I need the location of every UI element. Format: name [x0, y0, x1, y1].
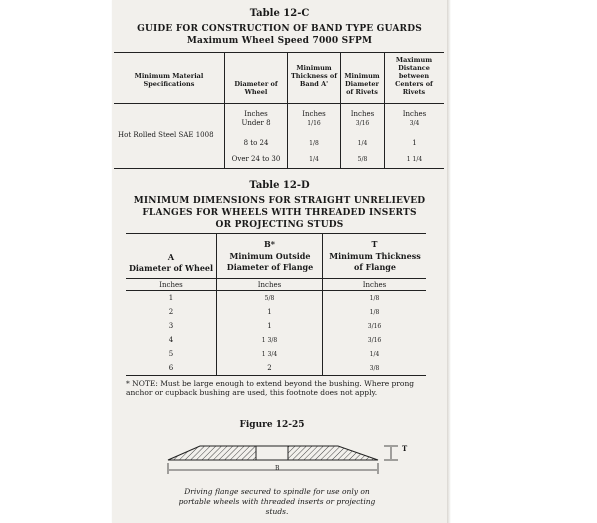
table-cell: 3/16: [367, 337, 382, 344]
table-cell: 1 1/4: [406, 156, 423, 163]
material-cell: Hot Rolled Steel SAE 1008: [118, 131, 214, 139]
table-row: 5: [168, 350, 174, 358]
document-page: [112, 0, 447, 523]
table-cell: 1 3/8: [261, 337, 278, 344]
table-cell: 5/8: [357, 156, 368, 163]
unit-diameter: Inches: [244, 110, 268, 118]
col-a-letter: A: [167, 252, 175, 262]
table-d-footnote: * NOTE: Must be large enough to extend beyond the bushing. Where prong anchor or cupback bushing are used, this footnote does not apply.: [126, 379, 415, 397]
table-row: 4: [168, 336, 174, 344]
table-row: 1: [168, 294, 174, 302]
table-cell: 1/8: [309, 140, 319, 147]
unit-rivet-dist: Inches: [402, 110, 427, 118]
figure-caption: Driving flange secured to spindle for use only on portable wheels with threaded inserts or projecting studs.: [178, 487, 376, 516]
figure-title: Figure 12-25: [239, 420, 305, 430]
label-b: B: [275, 465, 280, 472]
table-cell: 2: [267, 364, 272, 372]
table-cell: 1/4: [357, 140, 368, 147]
table-cell: 1/16: [307, 120, 321, 127]
unit-thickness: Inches: [302, 110, 326, 118]
table-cell: 1: [267, 322, 272, 330]
table-d-heading-3: OR PROJECTING STUDS: [215, 220, 344, 230]
table-row: Over 24 to 30: [231, 155, 281, 163]
table-row: 2: [168, 308, 174, 316]
col-thickness-header: Minimum Thickness of Band A': [290, 64, 338, 88]
col-rivet-dia-header: Minimum Diameter of Rivets: [344, 72, 380, 96]
table-cell: 1/4: [309, 156, 319, 163]
table-cell: 3/16: [367, 323, 382, 330]
table-row: 3: [168, 322, 174, 330]
table-cell: 3/4: [409, 120, 420, 127]
col-b-letter: B*: [264, 239, 275, 249]
table-d-heading-1: MINIMUM DIMENSIONS FOR STRAIGHT UNRELIEVED: [133, 196, 426, 206]
flange-diagram: [152, 436, 422, 482]
table-row: 6: [168, 364, 174, 372]
unit-rivet-dia: Inches: [350, 110, 375, 118]
col-t-letter: T: [371, 239, 378, 249]
table-c-heading: GUIDE FOR CONSTRUCTION OF BAND TYPE GUARDS: [137, 24, 422, 34]
table-cell: 1 3/4: [261, 351, 278, 358]
table-c-subheading: Maximum Wheel Speed 7000 SFPM: [186, 36, 373, 46]
table-cell: 1/8: [369, 309, 380, 316]
table-row: 8 to 24: [243, 139, 269, 147]
table-row: Under 8: [241, 119, 271, 127]
table-c-title: Table 12-C: [249, 8, 310, 19]
table-cell: 5/8: [264, 295, 275, 302]
col-diameter-header: Diameter of Wheel: [234, 80, 278, 96]
unit-a: Inches: [159, 281, 183, 289]
col-material-header: Minimum Material Specifications: [134, 72, 204, 88]
table-cell: 3/16: [355, 120, 370, 127]
table-cell: 1/8: [369, 295, 380, 302]
col-b-header: Minimum Outside Diameter of Flange: [226, 251, 314, 272]
table-d-title: Table 12-D: [249, 180, 310, 191]
table-cell: 1: [412, 139, 417, 147]
table-cell: 1/4: [369, 351, 380, 358]
col-rivet-dist-header: Maximum Distance between Centers of Rivets: [395, 56, 433, 96]
table-d-heading-2: FLANGES FOR WHEELS WITH THREADED INSERTS: [142, 208, 417, 218]
table-cell: 3/8: [369, 365, 380, 372]
col-a-header: Diameter of Wheel: [128, 263, 214, 273]
col-t-header: Minimum Thickness of Flange: [329, 251, 421, 272]
unit-t: Inches: [362, 281, 387, 289]
label-t: T: [402, 444, 408, 453]
table-cell: 1: [267, 308, 272, 316]
unit-b: Inches: [257, 281, 282, 289]
